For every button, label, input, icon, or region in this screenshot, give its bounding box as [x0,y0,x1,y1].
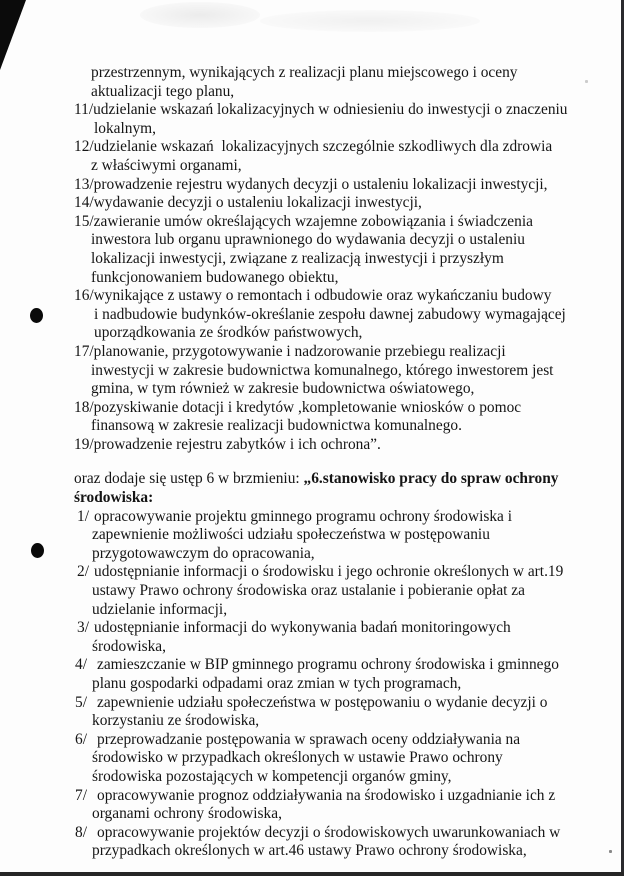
list-item [74,823,561,843]
item-text: udostępnianie informacji o środowisku i jego ochronie określonych w art.19 [94,563,564,581]
item-number: 19/ [74,435,94,453]
item-number: 2/ [77,563,89,581]
item-text-line: i nadbudowie budynków-określanie zespołu dawnej zabudowy wymagającej [94,305,566,323]
section-heading-continued: środowiska: [74,489,154,507]
item-text-line: środowiska, [92,637,166,655]
item-text-line: przypadkach określonych w art.46 ustawy Prawo ochrony środowiska, [92,842,527,860]
item-text: udzielanie wskazań lokalizacyjnych szczególnie szkodliwych dla zdrowia [93,138,553,156]
list-item [74,619,554,638]
scan-speck [609,850,612,853]
item-text-line: organami ochrony środowiska, [92,805,282,823]
item-text: opracowywanie projektów decyzji o środowiskowych uwarunkowaniach w [97,823,561,841]
item-text: zamieszczanie w BIP gminnego programu ochrony środowiska i gminnego [97,656,559,674]
list-item [74,287,554,306]
intro-line [74,470,559,489]
list-b [74,507,564,861]
item-text-line: funkcjonowaniem budowanego obiektu, [91,268,339,286]
document-body [74,64,568,861]
item-text-line: korzystaniu ze środowiska, [92,712,260,730]
item-text-line: udzielanie informacji, [92,600,228,618]
item-text: prowadzenie rejestru zabytków i ich ochrona”. [93,435,381,453]
item-text-line: z właściwymi organami, [91,156,242,174]
list-item [74,656,559,675]
item-text-line: środowisko w przypadkach określonych w ustawie Prawo ochrony [92,749,503,767]
item-text: zapewnienie udziału społeczeństwa w postępowaniu o wydanie decyzji o [97,693,548,711]
list-item-continuation-line: aktualizacji tego planu, [91,82,235,100]
paragraph-gap [74,454,554,470]
list-item [74,343,554,362]
list-a [74,64,568,454]
item-text: wydawanie decyzji o ustaleniu lokalizacji inwestycji, [93,194,422,212]
item-text-line: zapewnienie możliwości udziału społeczeństwa w postępowaniu [92,526,490,544]
item-number: 3/ [77,619,89,637]
scan-smudge [140,2,260,28]
item-text: udzielanie wskazań lokalizacyjnych w odniesieniu do inwestycji o znaczeniu [93,101,568,119]
item-text-line: planu gospodarki odpadami oraz zmian w tych programach, [92,675,462,692]
punch-hole [31,543,44,558]
item-number: 18/ [74,398,94,416]
scan-speck [585,80,588,83]
item-text: zawieranie umów określających wzajemne zobowiązania i świadczenia [93,212,533,230]
item-text: przeprowadzanie postępowania w sprawach oceny oddziaływania na [97,730,521,748]
item-number: 14/ [74,194,94,212]
item-number: 4/ [75,656,87,674]
intro-text: oraz dodaje się ustęp 6 w brzmieniu: [74,470,304,488]
item-text: pozyskiwanie dotacji i kredytów ,kompletowanie wniosków o pomoc [93,398,522,416]
item-number: 8/ [75,823,87,841]
scan-smudge [260,10,480,32]
item-text: prowadzenie rejestru wydanych decyzji o ustaleniu lokalizacji inwestycji, [93,175,548,193]
list-item [74,138,554,157]
item-text-line: inwestora lub organu uprawnionego do wydawania decyzji o ustaleniu [91,231,525,249]
item-text-line: lokalnym, [94,119,156,137]
item-text: opracowywanie prognoz oddziaływania na środowisko i uzgadnianie ich z [97,786,556,804]
item-text-line: środowiska pozostających w kompetencji organów gminy, [92,767,452,785]
item-text: udostępnianie informacji do wykonywania badań monitoringowych [94,619,511,637]
item-number: 5/ [75,693,87,711]
section-heading: „6.stanowisko pracy do spraw ochrony [303,470,559,488]
item-number: 17/ [74,342,94,360]
item-number: 1/ [77,507,89,525]
item-number: 15/ [74,212,94,230]
list-item [74,399,554,418]
item-text-line: gmina, w tym również w zakresie budownictwa oświatowego, [91,380,475,398]
item-number: 6/ [75,730,87,748]
punch-hole [30,308,43,323]
list-item-continuation-line: przestrzennym, wynikających z realizacji planu miejscowego i oceny [91,64,518,81]
list-item [74,694,554,713]
list-item [74,213,554,232]
item-number: 7/ [75,786,87,804]
item-number: 13/ [74,175,94,193]
item-text-line: uporządkowania ze środków państwowych, [94,324,363,342]
list-item [74,508,554,527]
list-item [74,731,554,750]
item-text-line: finansową w zakresie realizacji budownictwa komunalnego. [91,417,462,435]
item-text: planowanie, przygotowywanie i nadzorowanie przebiegu realizacji [93,342,506,360]
scan-edge-bottom [0,872,624,876]
list-item [74,563,564,582]
item-text-line: lokalizacji inwestycji, związane z realizacją inwestycji i przyszłym [91,249,504,267]
item-number: 12/ [74,138,94,156]
list-item [74,101,568,120]
list-item [74,436,554,455]
intro-paragraph [74,470,559,507]
item-text-line: inwestycji w zakresie budownictwa komunalnego, którego inwestorem jest [91,361,554,379]
list-item [74,176,554,195]
scan-corner-shadow [0,0,26,70]
item-number: 16/ [74,287,94,305]
item-text-line: przygotowawczym do opracowania, [92,544,315,562]
item-number: 11/ [74,101,94,119]
list-item [74,194,554,213]
item-text: wynikające z ustawy o remontach i odbudowie oraz wykańczaniu budowy [93,287,552,305]
list-item [74,787,554,806]
item-text: opracowywanie projektu gminnego programu ochrony środowiska i [94,507,513,525]
item-text-line: ustawy Prawo ochrony środowiska oraz ustalanie i pobieranie opłat za [92,582,525,600]
